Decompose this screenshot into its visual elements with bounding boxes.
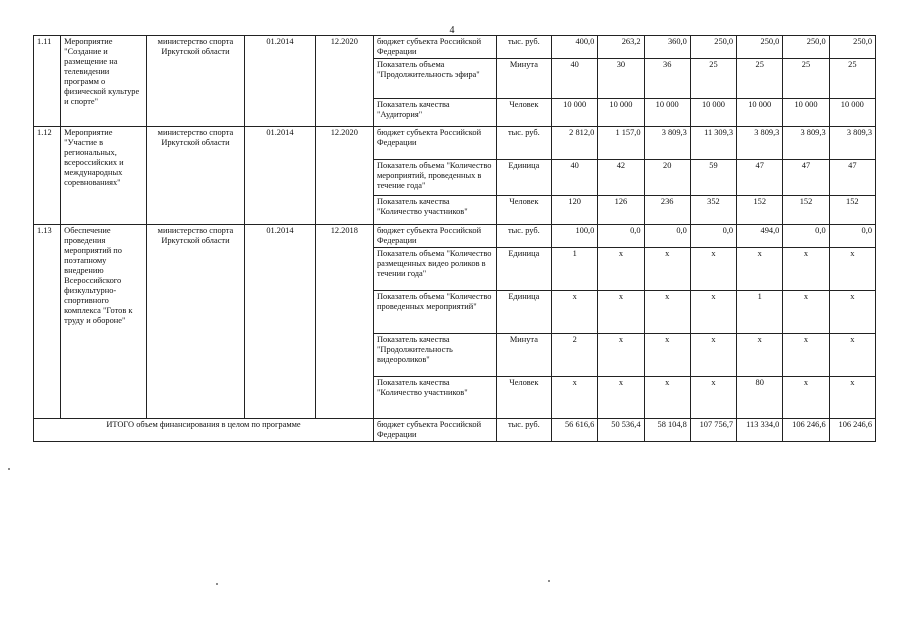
value-cell: 3 809,3 [829, 127, 875, 160]
value-cell: 0,0 [783, 225, 829, 248]
unit: тыс. руб. [496, 419, 551, 442]
executor: министерство спорта Иркутской области [146, 225, 245, 419]
indicator-name: бюджет субъекта Российской Федерации [373, 127, 496, 160]
value-cell: 25 [829, 59, 875, 99]
value-cell: 494,0 [737, 225, 783, 248]
value-cell: 10 000 [552, 99, 598, 127]
value-cell: 0,0 [690, 225, 736, 248]
value-cell: x [783, 291, 829, 334]
unit: Единица [496, 248, 551, 291]
scan-speck [548, 580, 550, 582]
value-cell: 3 809,3 [644, 127, 690, 160]
value-cell: 40 [552, 59, 598, 99]
value-cell: 20 [644, 160, 690, 196]
value-cell: x [783, 248, 829, 291]
value-cell: 80 [737, 377, 783, 419]
value-cell: 113 334,0 [737, 419, 783, 442]
value-cell: 10 000 [783, 99, 829, 127]
total-row [34, 419, 876, 442]
value-cell: 236 [644, 196, 690, 225]
value-cell: 250,0 [783, 36, 829, 59]
indicator-name: Показатель качества "Количество участников" [373, 196, 496, 225]
value-cell: 25 [737, 59, 783, 99]
unit: Человек [496, 99, 551, 127]
value-cell: x [690, 291, 736, 334]
value-cell: 47 [783, 160, 829, 196]
row-code: 1.13 [34, 225, 61, 419]
value-cell: 10 000 [690, 99, 736, 127]
value-cell: x [829, 334, 875, 377]
event-name: Обеспечение проведения мероприятий по поэтапному внедрению Всероссийского физкультурно-спортивного комплекса "Готов к труду и обороне" [61, 225, 147, 419]
value-cell: 263,2 [598, 36, 644, 59]
value-cell: 100,0 [552, 225, 598, 248]
value-cell: x [598, 334, 644, 377]
value-cell: 152 [737, 196, 783, 225]
value-cell: 0,0 [598, 225, 644, 248]
value-cell: 1 157,0 [598, 127, 644, 160]
value-cell: 36 [644, 59, 690, 99]
value-cell: 3 809,3 [783, 127, 829, 160]
executor: министерство спорта Иркутской области [146, 127, 245, 225]
value-cell: 40 [552, 160, 598, 196]
value-cell: x [690, 248, 736, 291]
scan-speck [216, 583, 218, 585]
scan-speck [8, 468, 10, 470]
value-cell: 1 [737, 291, 783, 334]
value-cell: 10 000 [644, 99, 690, 127]
value-cell: 10 000 [737, 99, 783, 127]
value-cell: 400,0 [552, 36, 598, 59]
value-cell: 152 [783, 196, 829, 225]
value-cell: 50 536,4 [598, 419, 644, 442]
unit: тыс. руб. [496, 225, 551, 248]
value-cell: x [737, 334, 783, 377]
value-cell: x [644, 291, 690, 334]
unit: Человек [496, 196, 551, 225]
end-date: 12.2020 [315, 36, 373, 127]
value-cell: x [783, 377, 829, 419]
total-label: ИТОГО объем финансирования в целом по программе [34, 419, 374, 442]
value-cell: x [690, 334, 736, 377]
start-date: 01.2014 [245, 127, 315, 225]
value-cell: 0,0 [829, 225, 875, 248]
value-cell: 352 [690, 196, 736, 225]
row-code: 1.11 [34, 36, 61, 127]
value-cell: 360,0 [644, 36, 690, 59]
indicator-name: Показатель объема "Продолжительность эфира" [373, 59, 496, 99]
value-cell: x [598, 248, 644, 291]
value-cell: 152 [829, 196, 875, 225]
value-cell: 250,0 [737, 36, 783, 59]
value-cell: x [690, 377, 736, 419]
table-row [34, 225, 876, 248]
unit: Единица [496, 291, 551, 334]
value-cell: 250,0 [690, 36, 736, 59]
value-cell: 3 809,3 [737, 127, 783, 160]
table-row [34, 127, 876, 160]
value-cell: 126 [598, 196, 644, 225]
indicator-name: Показатель качества "Аудитория" [373, 99, 496, 127]
value-cell: x [829, 377, 875, 419]
end-date: 12.2020 [315, 127, 373, 225]
indicator-name: Показатель объема "Количество размещенных видео роликов в течении года" [373, 248, 496, 291]
value-cell: 25 [783, 59, 829, 99]
event-name: Мероприятие "Создание и размещение на телевидении программ о физической культуре и спорте" [61, 36, 147, 127]
value-cell: x [552, 291, 598, 334]
indicator-name: Показатель объема "Количество проведенных мероприятий" [373, 291, 496, 334]
value-cell: 10 000 [598, 99, 644, 127]
indicator-name: Показатель объема "Количество мероприятий, проведенных в течение года" [373, 160, 496, 196]
value-cell: 106 246,6 [829, 419, 875, 442]
indicator-name: Показатель качества "Количество участников" [373, 377, 496, 419]
value-cell: 107 756,7 [690, 419, 736, 442]
value-cell: 25 [690, 59, 736, 99]
value-cell: x [783, 334, 829, 377]
unit: тыс. руб. [496, 36, 551, 59]
value-cell: 47 [829, 160, 875, 196]
start-date: 01.2014 [245, 36, 315, 127]
unit: тыс. руб. [496, 127, 551, 160]
value-cell: x [829, 291, 875, 334]
value-cell: 10 000 [829, 99, 875, 127]
value-cell: 2 812,0 [552, 127, 598, 160]
value-cell: x [598, 291, 644, 334]
value-cell: 47 [737, 160, 783, 196]
unit: Человек [496, 377, 551, 419]
value-cell: 2 [552, 334, 598, 377]
indicator-name: бюджет субъекта Российской Федерации [373, 225, 496, 248]
value-cell: x [644, 334, 690, 377]
start-date: 01.2014 [245, 225, 315, 419]
budget-table [33, 35, 876, 442]
row-code: 1.12 [34, 127, 61, 225]
unit: Минута [496, 334, 551, 377]
value-cell: 0,0 [644, 225, 690, 248]
executor: министерство спорта Иркутской области [146, 36, 245, 127]
indicator-name: бюджет субъекта Российской Федерации [373, 419, 496, 442]
table-row [34, 36, 876, 59]
value-cell: 56 616,6 [552, 419, 598, 442]
value-cell: 1 [552, 248, 598, 291]
value-cell: 30 [598, 59, 644, 99]
value-cell: 11 309,3 [690, 127, 736, 160]
value-cell: 120 [552, 196, 598, 225]
value-cell: 250,0 [829, 36, 875, 59]
end-date: 12.2018 [315, 225, 373, 419]
page-number: 4 [449, 25, 455, 36]
value-cell: 59 [690, 160, 736, 196]
value-cell: x [737, 248, 783, 291]
indicator-name: Показатель качества "Продолжительность видеороликов" [373, 334, 496, 377]
value-cell: x [552, 377, 598, 419]
unit: Минута [496, 59, 551, 99]
value-cell: x [644, 377, 690, 419]
value-cell: x [644, 248, 690, 291]
unit: Единица [496, 160, 551, 196]
indicator-name: бюджет субъекта Российской Федерации [373, 36, 496, 59]
value-cell: 42 [598, 160, 644, 196]
event-name: Мероприятие "Участие в региональных, всероссийских и международных соревнованиях" [61, 127, 147, 225]
value-cell: x [829, 248, 875, 291]
value-cell: x [598, 377, 644, 419]
value-cell: 106 246,6 [783, 419, 829, 442]
value-cell: 58 104,8 [644, 419, 690, 442]
